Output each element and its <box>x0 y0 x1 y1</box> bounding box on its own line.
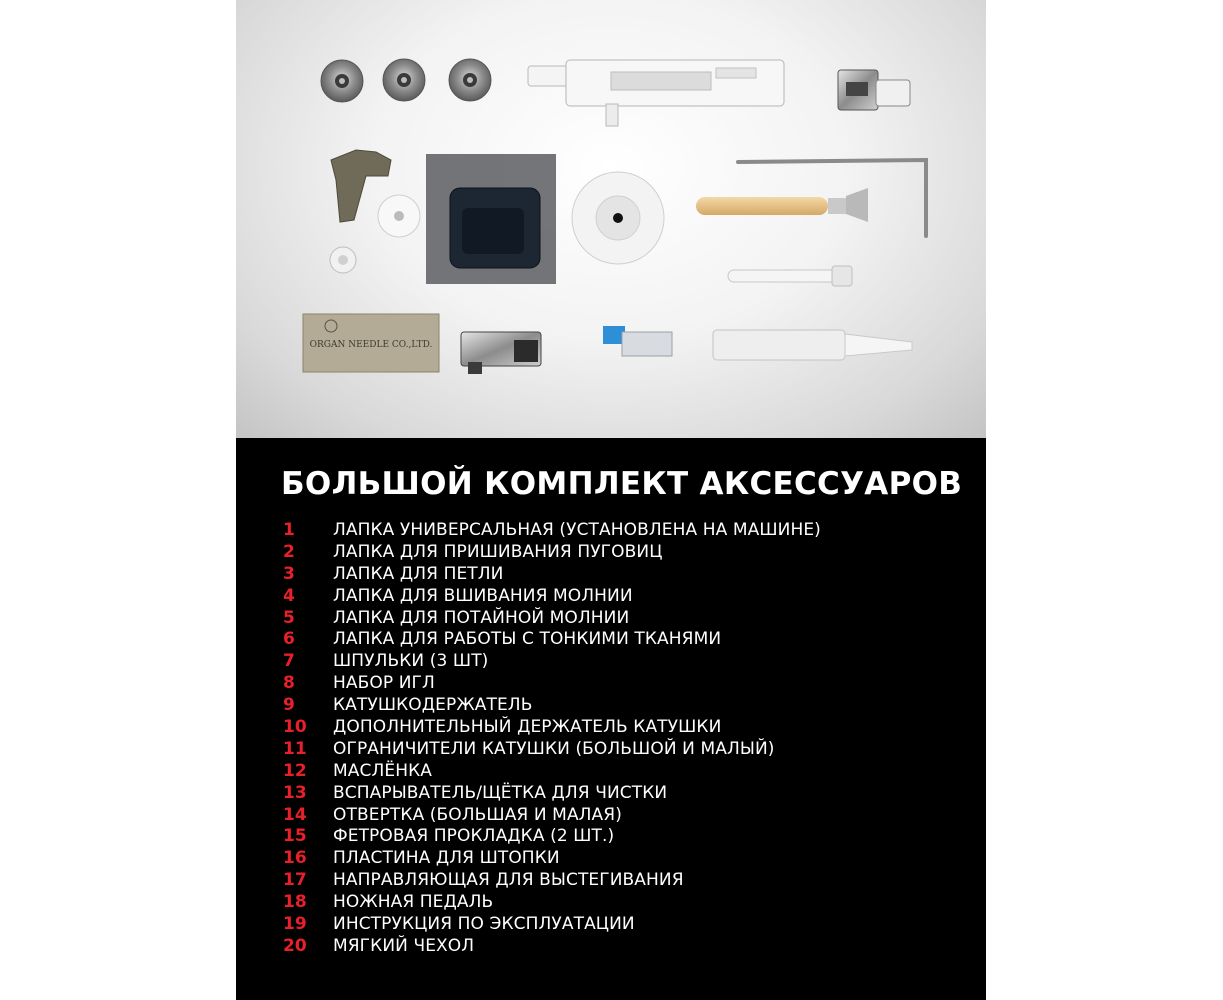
item-number: 14 <box>283 804 307 825</box>
item-label: ИНСТРУКЦИЯ ПО ЭКСПЛУАТАЦИИ <box>333 913 635 934</box>
item-label: ЛАПКА ДЛЯ ПЕТЛИ <box>333 563 504 584</box>
quilting-guide-icon <box>603 326 672 356</box>
item-number: 1 <box>283 519 295 540</box>
buttonhole-foot-icon <box>528 60 784 126</box>
list-item <box>283 847 821 869</box>
item-label: КАТУШКОДЕРЖАТЕЛЬ <box>333 695 533 716</box>
item-label: ЛАПКА ДЛЯ РАБОТЫ С ТОНКИМИ ТКАНЯМИ <box>333 629 722 650</box>
list-item <box>283 607 821 629</box>
item-number: 4 <box>283 585 295 606</box>
accessories-list <box>283 519 821 957</box>
list-item <box>283 672 821 694</box>
bobbins-icon <box>321 59 491 102</box>
list-item <box>283 913 821 935</box>
seam-ripper-brush-icon <box>696 188 868 222</box>
list-item <box>283 804 821 826</box>
item-number: 15 <box>283 826 307 847</box>
item-label: ВСПАРЫВАТЕЛЬ/ЩЁТКА ДЛЯ ЧИСТКИ <box>333 782 668 803</box>
spool-pin-icon <box>728 266 852 286</box>
presser-foot-icon <box>461 332 541 374</box>
item-number: 5 <box>283 607 295 628</box>
foot-pedal-pouch-icon <box>426 154 556 284</box>
list-item <box>283 650 821 672</box>
item-label: ФЕТРОВАЯ ПРОКЛАДКА (2 ШТ.) <box>333 826 615 847</box>
oil-bottle-icon <box>713 330 912 360</box>
list-item <box>283 694 821 716</box>
item-label: ЛАПКА ДЛЯ ПРИШИВАНИЯ ПУГОВИЦ <box>333 541 663 562</box>
zipper-foot-icon <box>838 70 910 110</box>
list-item <box>283 716 821 738</box>
needle-pack-label: ORGAN NEEDLE CO.,LTD. <box>309 340 433 350</box>
list-item <box>283 563 821 585</box>
item-number: 7 <box>283 651 295 672</box>
item-label: МЯГКИЙ ЧЕХОЛ <box>333 935 475 956</box>
list-item <box>283 782 821 804</box>
item-number: 19 <box>283 913 307 934</box>
item-number: 3 <box>283 563 295 584</box>
item-number: 13 <box>283 782 307 803</box>
item-number: 20 <box>283 935 307 956</box>
item-label: ОГРАНИЧИТЕЛИ КАТУШКИ (БОЛЬШОЙ И МАЛЫЙ) <box>333 738 775 759</box>
item-label: ШПУЛЬКИ (3 ШТ) <box>333 651 489 672</box>
item-label: ДОПОЛНИТЕЛЬНЫЙ ДЕРЖАТЕЛЬ КАТУШКИ <box>333 716 722 737</box>
item-number: 12 <box>283 760 307 781</box>
item-label: НАПРАВЛЯЮЩАЯ ДЛЯ ВЫСТЕГИВАНИЯ <box>333 870 684 891</box>
list-item <box>283 869 821 891</box>
item-number: 2 <box>283 541 295 562</box>
list-item <box>283 935 821 957</box>
accessories-panel <box>236 438 986 1000</box>
needle-pack-icon <box>303 314 439 372</box>
list-item <box>283 760 821 782</box>
item-label: ЛАПКА ДЛЯ ПОТАЙНОЙ МОЛНИИ <box>333 607 630 628</box>
item-number: 17 <box>283 870 307 891</box>
list-item <box>283 825 821 847</box>
spool-cap-icon <box>572 172 664 264</box>
item-number: 6 <box>283 629 295 650</box>
item-label: ПЛАСТИНА ДЛЯ ШТОПКИ <box>333 848 560 869</box>
accessories-illustration <box>236 0 986 438</box>
item-number: 18 <box>283 892 307 913</box>
item-number: 9 <box>283 695 295 716</box>
item-label: ОТВЕРТКА (БОЛЬШАЯ И МАЛАЯ) <box>333 804 622 825</box>
item-number: 11 <box>283 738 307 759</box>
list-item <box>283 519 821 541</box>
accessories-photo <box>236 0 986 438</box>
item-label: ЛАПКА ДЛЯ ВШИВАНИЯ МОЛНИИ <box>333 585 633 606</box>
list-item <box>283 541 821 563</box>
page-title: БОЛЬШОЙ КОМПЛЕКТ АКСЕССУАРОВ <box>281 466 963 502</box>
item-label: МАСЛЁНКА <box>333 760 432 781</box>
item-label: НАБОР ИГЛ <box>333 673 435 694</box>
list-item <box>283 891 821 913</box>
product-card <box>236 0 986 1000</box>
item-number: 10 <box>283 716 307 737</box>
item-number: 16 <box>283 848 307 869</box>
item-number: 8 <box>283 673 295 694</box>
item-label: НОЖНАЯ ПЕДАЛЬ <box>333 892 494 913</box>
list-item <box>283 585 821 607</box>
list-item <box>283 628 821 650</box>
item-label: ЛАПКА УНИВЕРСАЛЬНАЯ (УСТАНОВЛЕНА НА МАШИНЕ) <box>333 519 821 540</box>
list-item <box>283 738 821 760</box>
